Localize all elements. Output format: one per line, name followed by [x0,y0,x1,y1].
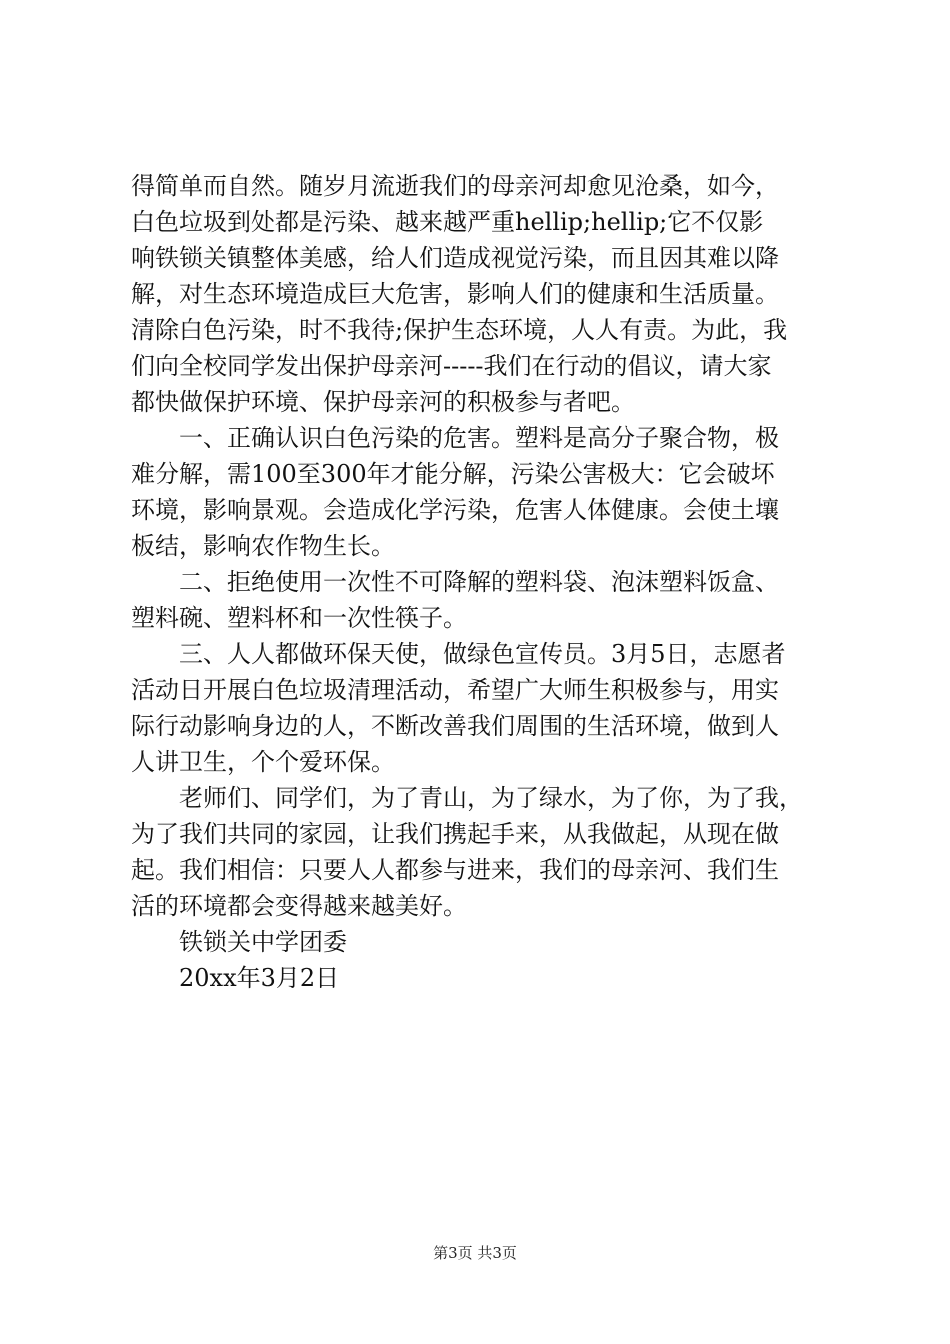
text-line: 响铁锁关镇整体美感，给人们造成视觉污染，而且因其难以降 [131,244,779,272]
page-footer: 第3页 共3页 [433,1244,517,1262]
signature-organization: 铁锁关中学团委 [179,928,347,956]
text-line: 二、拒绝使用一次性不可降解的塑料袋、泡沫塑料饭盒、 [179,568,779,596]
text-line: 为了我们共同的家园，让我们携起手来，从我做起，从现在做 [131,820,779,848]
text-line: 老师们、同学们，为了青山，为了绿水，为了你，为了我， [179,784,803,812]
text-line: 三、人人都做环保天使，做绿色宣传员。3月5日，志愿者 [179,640,786,668]
text-line: 一、正确认识白色污染的危害。塑料是高分子聚合物，极 [179,424,779,452]
text-line: 活的环境都会变得越来越美好。 [131,892,467,920]
signature-date: 20xx年3月2日 [179,964,340,992]
text-line: 们向全校同学发出保护母亲河-----我们在行动的倡议，请大家 [131,352,772,380]
text-line: 起。我们相信：只要人人都参与进来，我们的母亲河、我们生 [131,856,779,884]
document-body [131,168,831,996]
text-line: 难分解，需100至300年才能分解，污染公害极大：它会破坏 [131,460,775,488]
text-line: 都快做保护环境、保护母亲河的积极参与者吧。 [131,388,635,416]
text-line: 白色垃圾到处都是污染、越来越严重hellip;hellip;它不仅影 [131,208,764,236]
text-line: 清除白色污染，时不我待;保护生态环境，人人有责。为此，我 [131,316,788,344]
text-line: 解，对生态环境造成巨大危害，影响人们的健康和生活质量。 [131,280,779,308]
text-line: 人讲卫生，个个爱环保。 [131,748,395,776]
text-line: 活动日开展白色垃圾清理活动，希望广大师生积极参与，用实 [131,676,779,704]
text-line: 得简单而自然。随岁月流逝我们的母亲河却愈见沧桑，如今， [131,172,779,200]
text-line: 环境，影响景观。会造成化学污染，危害人体健康。会使土壤 [131,496,779,524]
text-line: 塑料碗、塑料杯和一次性筷子。 [131,604,467,632]
text-line: 际行动影响身边的人，不断改善我们周围的生活环境，做到人 [131,712,779,740]
text-line: 板结，影响农作物生长。 [131,532,395,560]
